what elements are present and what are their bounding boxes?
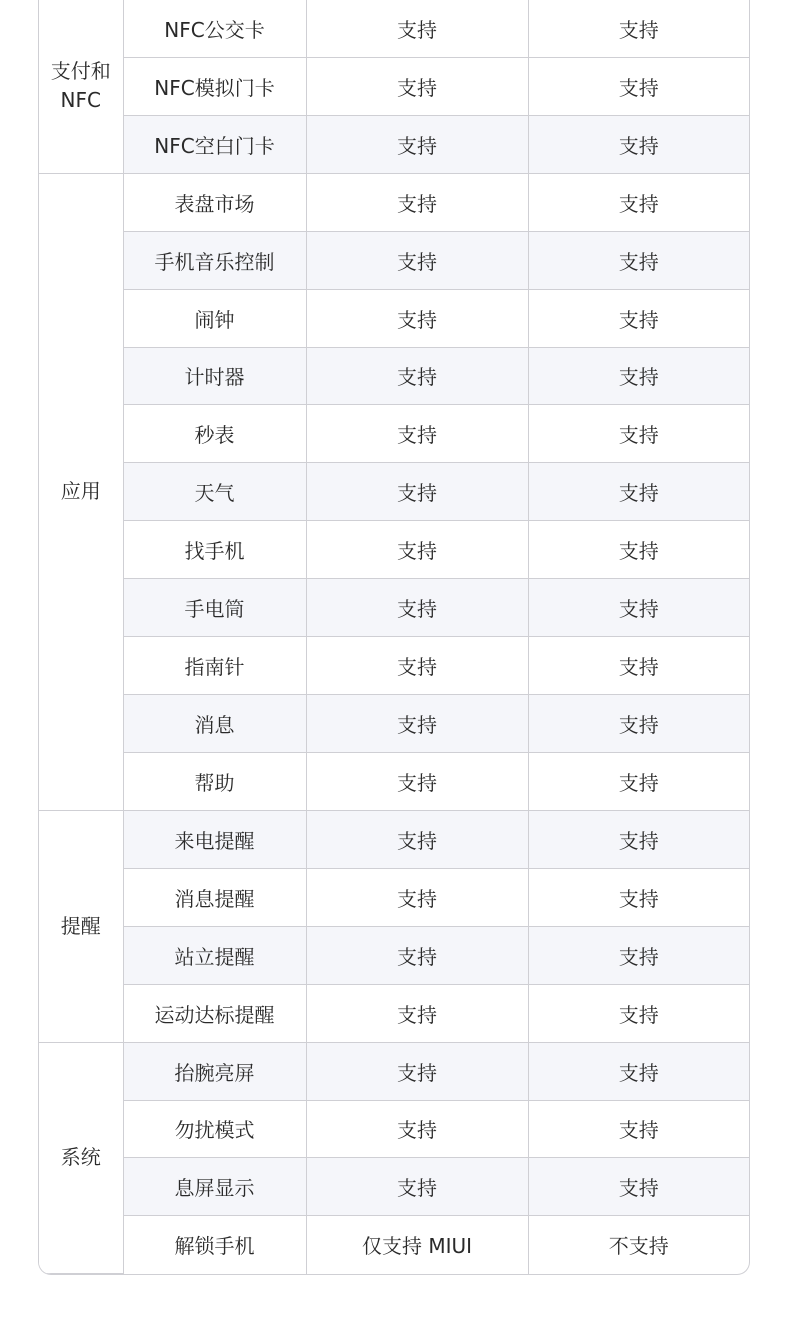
support-cell-b: 支持 [528,810,749,868]
feature-name-cell: 息屏显示 [123,1158,306,1216]
table-row [39,1158,749,1216]
support-cell-a: 支持 [306,810,528,868]
table-row [39,1100,749,1158]
support-cell-a: 支持 [306,868,528,926]
support-cell-a: 支持 [306,1042,528,1100]
support-cell-a: 支持 [306,231,528,289]
feature-comparison-table [39,0,749,1274]
support-cell-a: 仅支持 MIUI [306,1216,528,1274]
feature-name-cell: 手机音乐控制 [123,231,306,289]
support-cell-b: 支持 [528,695,749,753]
support-cell-a: 支持 [306,289,528,347]
table-row [39,695,749,753]
table-row [39,173,749,231]
feature-name-cell: 站立提醒 [123,926,306,984]
table-row [39,1042,749,1100]
support-cell-b: 支持 [528,637,749,695]
support-cell-a: 支持 [306,521,528,579]
table-row [39,57,749,115]
support-cell-a: 支持 [306,463,528,521]
support-cell-b: 支持 [528,57,749,115]
support-cell-b: 支持 [528,289,749,347]
support-cell-b: 支持 [528,405,749,463]
category-cell: 支付和NFC [39,0,123,173]
support-cell-a: 支持 [306,984,528,1042]
support-cell-b: 支持 [528,1100,749,1158]
feature-name-cell: NFC空白门卡 [123,115,306,173]
feature-name-cell: 抬腕亮屏 [123,1042,306,1100]
support-cell-b: 支持 [528,115,749,173]
support-cell-b: 支持 [528,752,749,810]
support-cell-b: 支持 [528,347,749,405]
feature-name-cell: 指南针 [123,637,306,695]
support-cell-a: 支持 [306,637,528,695]
feature-name-cell: 帮助 [123,752,306,810]
table-row [39,1216,749,1274]
support-cell-b: 支持 [528,1158,749,1216]
support-cell-a: 支持 [306,752,528,810]
feature-name-cell: 计时器 [123,347,306,405]
category-cell: 系统 [39,1042,123,1273]
table-row [39,984,749,1042]
support-cell-a: 支持 [306,695,528,753]
support-cell-a: 支持 [306,347,528,405]
feature-name-cell: 解锁手机 [123,1216,306,1274]
table-row [39,231,749,289]
table-row [39,347,749,405]
feature-name-cell: 秒表 [123,405,306,463]
support-cell-a: 支持 [306,1100,528,1158]
feature-name-cell: 勿扰模式 [123,1100,306,1158]
feature-name-cell: 运动达标提醒 [123,984,306,1042]
table-row [39,463,749,521]
support-cell-a: 支持 [306,405,528,463]
feature-name-cell: 手电筒 [123,579,306,637]
feature-name-cell: 表盘市场 [123,173,306,231]
table-body [39,0,749,1274]
feature-name-cell: 消息 [123,695,306,753]
support-cell-b: 支持 [528,1042,749,1100]
support-cell-b: 支持 [528,868,749,926]
support-cell-a: 支持 [306,173,528,231]
table-row [39,521,749,579]
table-row [39,810,749,868]
support-cell-b: 支持 [528,463,749,521]
feature-name-cell: NFC公交卡 [123,0,306,57]
feature-name-cell: 找手机 [123,521,306,579]
support-cell-b: 支持 [528,231,749,289]
table-row [39,868,749,926]
table-row [39,637,749,695]
support-cell-a: 支持 [306,57,528,115]
support-cell-a: 支持 [306,1158,528,1216]
support-cell-a: 支持 [306,0,528,57]
table-row [39,579,749,637]
support-cell-a: 支持 [306,115,528,173]
support-cell-b: 不支持 [528,1216,749,1274]
category-cell: 提醒 [39,810,123,1042]
feature-name-cell: NFC模拟门卡 [123,57,306,115]
table-row [39,926,749,984]
support-cell-b: 支持 [528,926,749,984]
support-cell-b: 支持 [528,173,749,231]
feature-name-cell: 消息提醒 [123,868,306,926]
feature-name-cell: 闹钟 [123,289,306,347]
support-cell-a: 支持 [306,926,528,984]
feature-name-cell: 天气 [123,463,306,521]
table-row [39,289,749,347]
feature-name-cell: 来电提醒 [123,810,306,868]
support-cell-b: 支持 [528,984,749,1042]
support-cell-a: 支持 [306,579,528,637]
table-row [39,0,749,57]
category-cell: 应用 [39,173,123,810]
support-cell-b: 支持 [528,579,749,637]
table-row [39,405,749,463]
support-cell-b: 支持 [528,521,749,579]
support-cell-b: 支持 [528,0,749,57]
table-row [39,115,749,173]
table-row [39,752,749,810]
